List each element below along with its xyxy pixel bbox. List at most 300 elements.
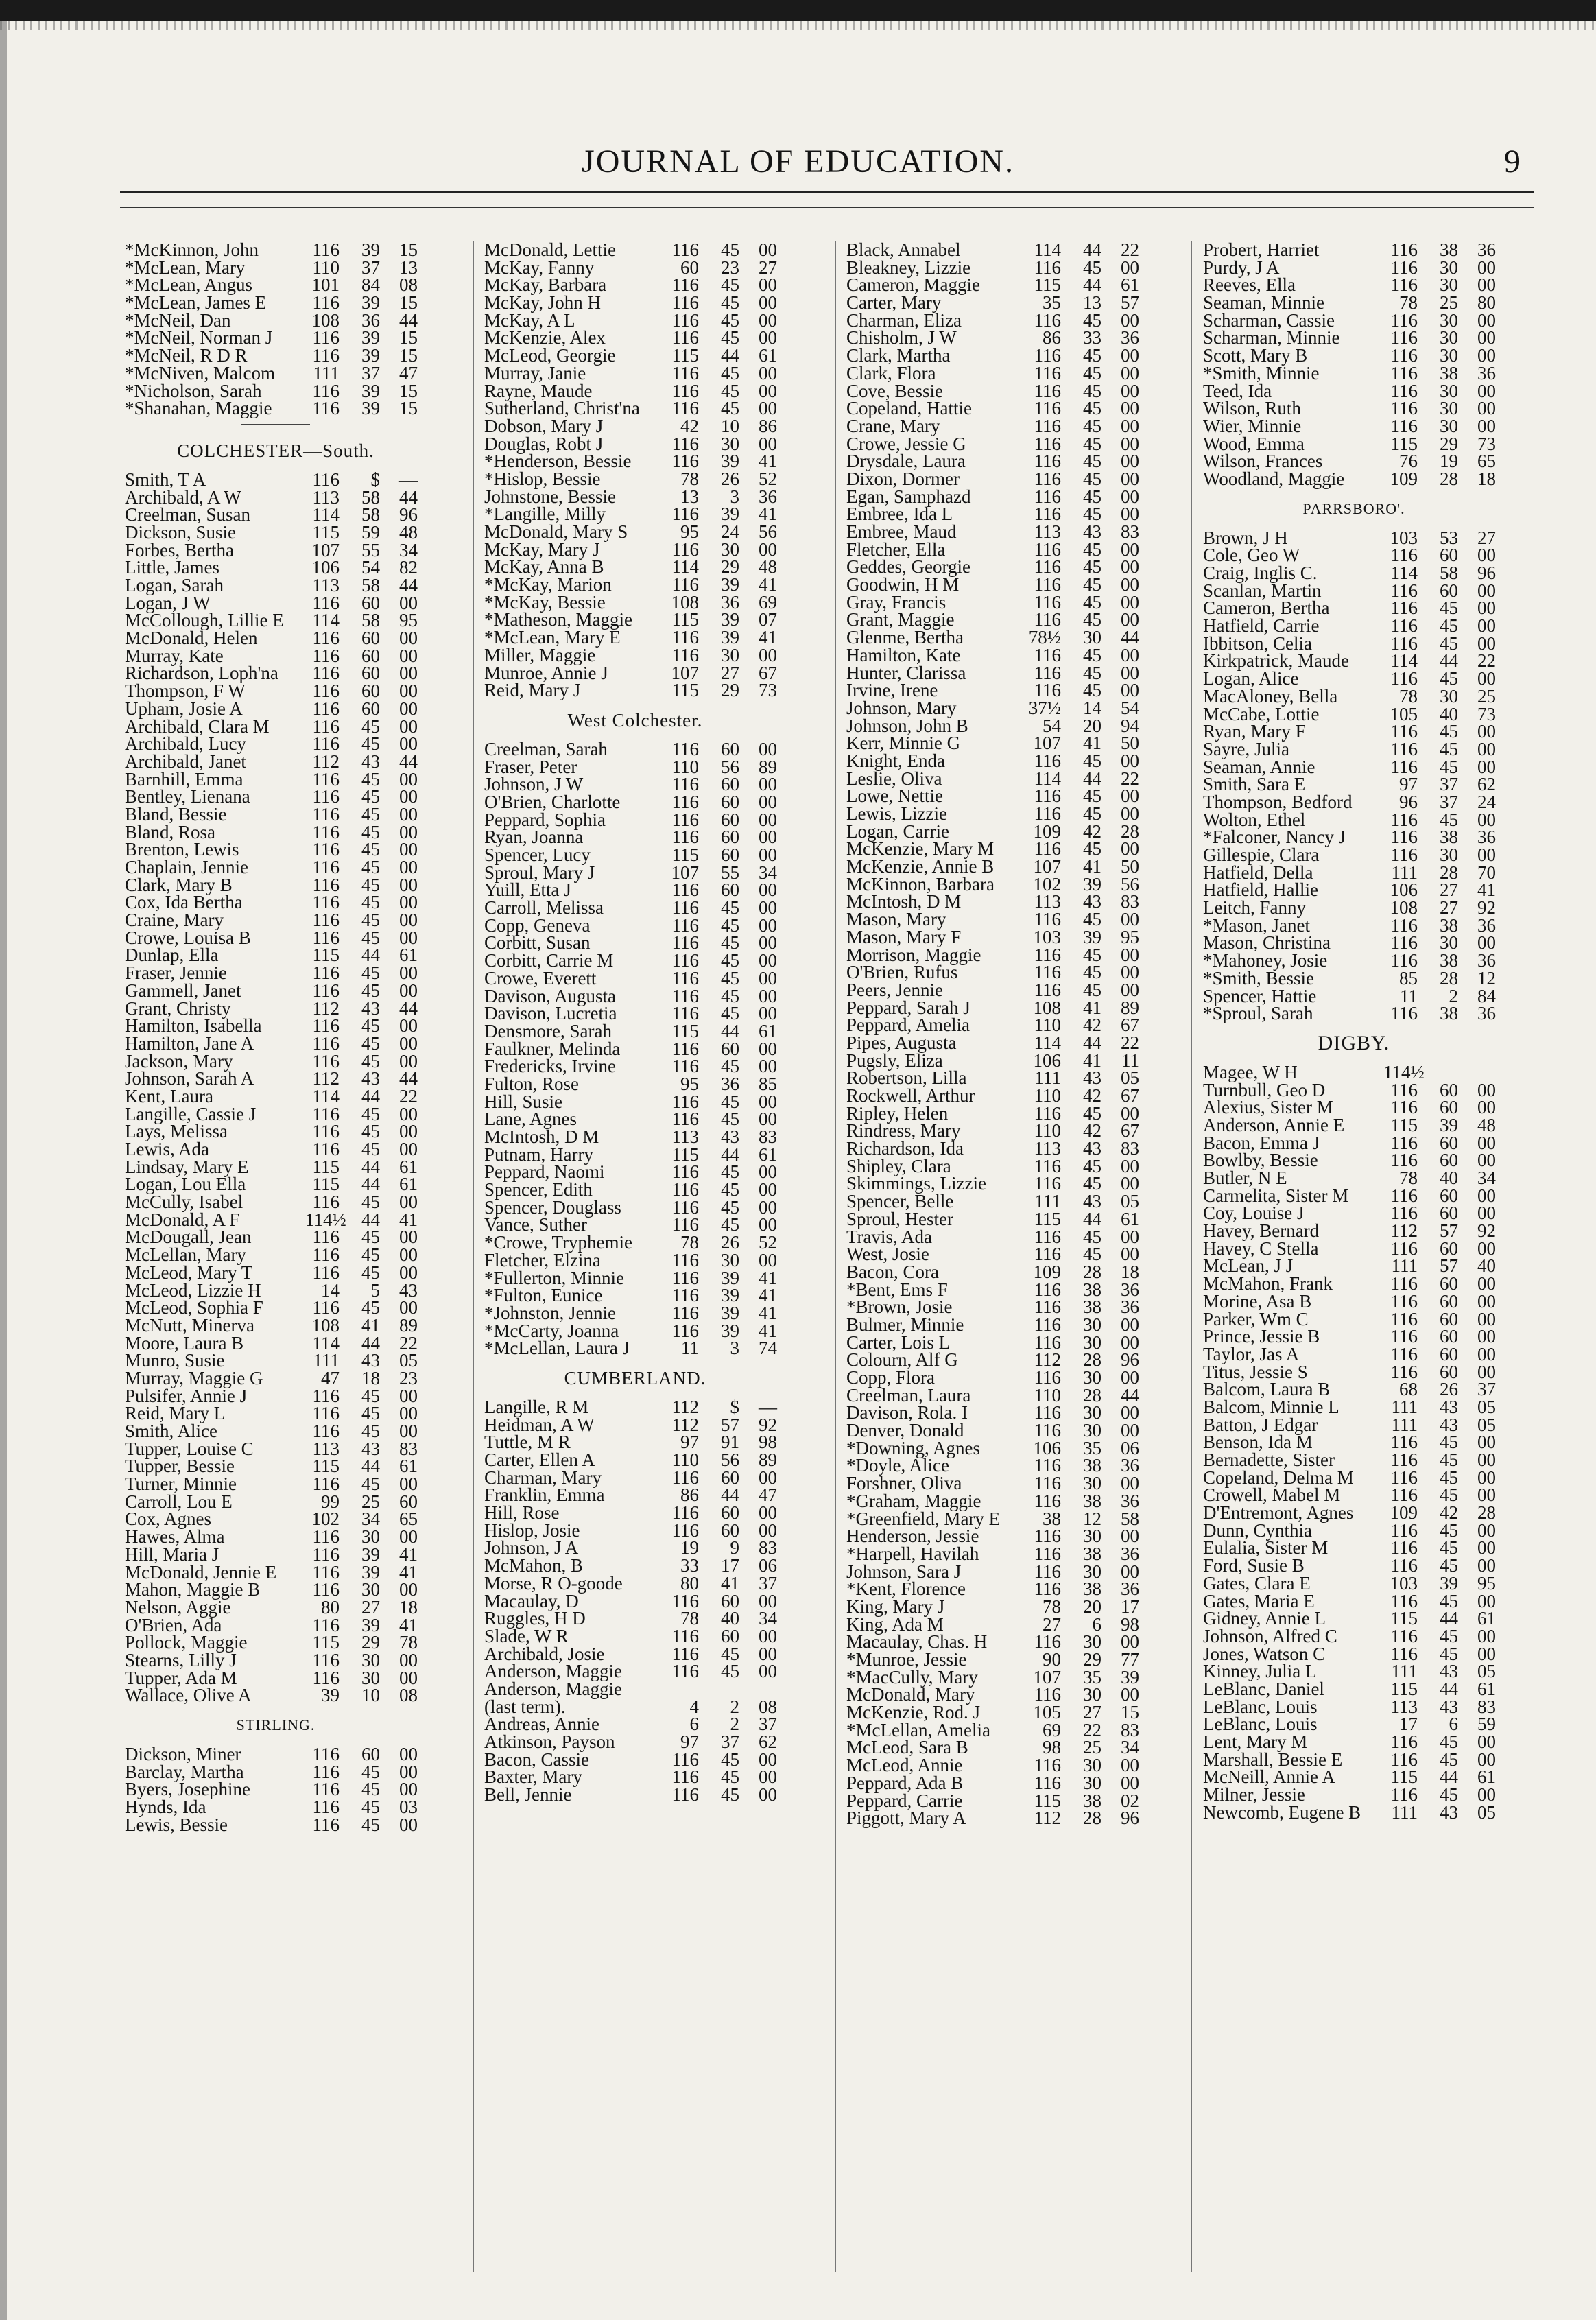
grant-cents: 61 [1477,1608,1496,1629]
days-taught: 116 [1034,451,1061,472]
grant-dollars: 30 [1083,1631,1101,1653]
days-taught: 116 [312,1385,340,1406]
teacher-name: Anderson, Maggie [484,1678,622,1699]
grant-dollars: 43 [361,1068,380,1089]
grant-cents: 00 [1477,415,1496,436]
table-row [1203,1449,1560,1470]
teacher-name: McNeill, Annie A [1203,1766,1335,1788]
days-taught: 111 [1391,862,1418,883]
teacher-name: McKenzie, Annie B [846,856,994,877]
grant-dollars: 45 [721,1161,739,1183]
grant-dollars: 45 [721,1643,739,1664]
grant-dollars: 39 [721,609,739,630]
grant-cents: 00 [1121,591,1139,613]
grant-cents: 00 [759,774,777,795]
days-taught: 116 [1034,309,1061,331]
days-taught: 115 [1034,274,1061,296]
grant-cents: 00 [1477,756,1496,777]
table-row [846,1543,1203,1564]
days-taught: 116 [312,1032,340,1054]
table-row [484,576,841,594]
grant-dollars: 39 [361,239,380,260]
days-taught: 115 [312,1174,340,1195]
table-row [846,805,1203,823]
days-taught: 116 [671,1003,699,1024]
teacher-name: Copeland, Hattie [846,398,972,419]
grant-dollars: 45 [1440,756,1458,777]
grant-dollars: 45 [361,1121,380,1142]
teacher-name: Alexius, Sister M [1203,1097,1333,1118]
grant-cents: 41 [399,1561,418,1583]
grant-dollars: 30 [1083,1473,1101,1494]
days-taught: 105 [1033,1702,1061,1723]
grant-dollars: 6 [1449,1714,1458,1735]
days-taught: 116 [671,809,699,830]
days-taught: 116 [671,574,699,595]
grant-dollars: 60 [1440,1343,1458,1364]
grant-dollars: 45 [1440,597,1458,619]
grant-cents: 00 [759,967,777,989]
days-taught: 116 [671,1196,699,1218]
grant-cents: 22 [399,1332,418,1353]
table-row [484,1128,841,1146]
grant-dollars: 25 [1440,292,1458,313]
grant-cents: 15 [399,398,418,419]
teacher-name: Moore, Laura B [125,1332,244,1353]
days-taught: 116 [1034,574,1061,595]
days-taught: 106 [1033,1050,1061,1071]
table-row [846,523,1203,541]
days-taught: 116 [312,1244,340,1266]
teacher-name: Probert, Harriet [1203,239,1320,260]
grant-dollars: 44 [361,1174,380,1195]
table-row [125,912,481,930]
grant-cents: 00 [1121,574,1139,595]
grant-dollars: 60 [361,698,380,719]
grant-cents: 00 [759,827,777,848]
teacher-name: Ryan, Mary F [1203,721,1306,742]
days-taught: 116 [1390,632,1418,654]
grant-dollars: 2 [1449,985,1458,1006]
grant-cents: 15 [399,292,418,313]
teacher-name: Fredericks, Irvine [484,1056,616,1077]
days-taught: 110 [671,756,699,777]
grant-cents: 00 [1121,1244,1139,1265]
grant-dollars: 28 [1083,1349,1101,1371]
teacher-name: McKay, Fanny [484,257,595,278]
teacher-name: Brown, J H [1203,527,1288,548]
days-taught: 116 [1390,1185,1418,1206]
table-row [125,1367,481,1388]
grant-cents: 41 [399,1614,418,1635]
grant-cents: 27 [759,257,777,278]
days-taught: 78 [680,1608,699,1629]
teacher-name: Drysdale, Laura [846,451,966,472]
grant-cents: 00 [399,1526,418,1548]
teacher-name: McDonald, Lettie [484,239,616,260]
table-row [484,362,841,383]
grant-dollars: 45 [1440,809,1458,830]
grant-dollars: 39 [721,504,739,525]
teacher-name: Yuill, Etta J [484,879,571,901]
teacher-name: Tupper, Ada M [125,1667,237,1688]
teacher-name: Reid, Mary J [484,680,581,701]
days-taught: 116 [1390,415,1418,436]
days-taught: 116 [1034,1578,1061,1600]
days-taught: 116 [671,932,699,954]
table-row [1203,1275,1560,1293]
grant-cents: 00 [1477,345,1496,366]
grant-dollars: 45 [361,1814,380,1835]
grant-cents: 00 [399,1744,418,1764]
teacher-name: *McKay, Marion [484,574,612,595]
teacher-name: Anderson, Maggie [484,1661,622,1682]
grant-dollars: 60 [361,663,380,684]
table-row [125,1314,481,1336]
days-taught: 116 [1034,1490,1061,1511]
grant-cents: 00 [399,1579,418,1600]
days-taught: 78 [1043,1596,1061,1617]
days-taught: 116 [1390,1308,1418,1329]
grant-dollars: 45 [1083,345,1101,366]
days-taught: 116 [671,627,699,648]
teacher-name: *Smith, Minnie [1203,362,1320,383]
grant-cents: 24 [1477,791,1496,812]
teacher-name: Taylor, Jas A [1203,1343,1300,1364]
days-taught: 112 [312,750,340,772]
section-heading: COLCHESTER—South. [177,440,374,461]
grant-cents: 00 [1121,1473,1139,1494]
table-row [1203,1625,1560,1646]
teacher-name: Seaman, Minnie [1203,292,1324,313]
table-row [1203,1222,1560,1240]
grant-dollars: 45 [1083,785,1101,807]
teacher-name: Egan, Samphazd [846,486,971,507]
grant-cents: 00 [1121,433,1139,454]
grant-dollars: 45 [1083,662,1101,683]
grant-cents: 59 [1477,1714,1496,1735]
grant-dollars: 39 [1440,1114,1458,1135]
days-taught: 116 [671,309,699,331]
teacher-name: Scanlan, Martin [1203,580,1322,601]
teacher-name: Logan, Carrie [846,820,949,842]
grant-cents: 36 [1477,914,1496,936]
teacher-name: Johnson, Alfred C [1203,1625,1337,1646]
grant-dollars: 45 [1083,803,1101,824]
grant-cents: 80 [1477,292,1496,313]
teacher-name: *MacCully, Mary [846,1666,978,1688]
days-taught: 114 [671,556,699,578]
table-row [846,697,1203,718]
days-taught: 116 [1034,380,1061,401]
grant-cents: 00 [1121,1684,1139,1705]
grant-dollars: 17 [721,1555,739,1576]
days-taught: 116 [671,1467,699,1488]
grant-dollars: 45 [721,950,739,971]
grant-dollars: 30 [1440,685,1458,707]
teacher-name: *McNeil, Norman J [125,327,273,348]
days-taught: 108 [311,309,340,331]
days-taught: 116 [671,644,699,665]
grant-dollars: 2 [730,1714,739,1735]
teacher-name: *McLean, Angus [125,274,252,296]
table-row [484,241,841,259]
days-taught: 114 [312,1085,340,1106]
grant-dollars: 10 [361,1685,380,1706]
days-taught: 116 [1390,345,1418,366]
grant-cents: 41 [399,1543,418,1565]
teacher-name: *Kent, Florence [846,1578,966,1600]
days-taught: 107 [311,539,340,560]
days-taught: 116 [671,1661,699,1682]
grant-cents: 00 [1121,680,1139,701]
grant-dollars: 38 [1440,1003,1458,1024]
teacher-name: Vance, Suther [484,1214,587,1235]
grant-cents: 00 [1121,380,1139,401]
days-taught: 116 [1034,1226,1061,1247]
grant-dollars: 43 [361,1350,380,1371]
days-taught: 108 [311,1314,340,1336]
teacher-name: Douglas, Robt J [484,433,604,454]
grant-cents: 00 [1121,750,1139,771]
teacher-name: Sayre, Julia [1203,738,1289,759]
grant-dollars: 43 [361,1438,380,1459]
days-taught: 116 [671,1056,699,1077]
days-taught: 113 [671,1126,699,1147]
grant-dollars: 38 [1083,1297,1101,1318]
grant-dollars: 60 [1440,1308,1458,1329]
grant-cents: — [399,469,418,490]
days-taught: 98 [1043,1737,1061,1758]
days-taught: 116 [1034,803,1061,824]
grant-dollars: 41 [1083,856,1101,877]
grant-dollars: 60 [1440,545,1458,566]
column-2 [484,241,841,1804]
teacher-name: McDougall, Jean [125,1227,252,1248]
teacher-name: Crowell, Mabel M [1203,1484,1341,1506]
teacher-name: *Nicholson, Sarah [125,380,262,401]
teacher-name: Davison, Augusta [484,985,616,1006]
table-row [1203,1557,1560,1575]
teacher-name: Henderson, Jessie [846,1526,979,1547]
teacher-name: Cameron, Maggie [846,274,980,296]
teacher-name: *Falconer, Nancy J [1203,827,1346,848]
days-taught: 116 [1034,680,1061,701]
grant-dollars: 42 [1083,820,1101,842]
grant-cents: 36 [1477,950,1496,971]
table-row [125,241,481,259]
days-taught: 116 [312,715,340,737]
teacher-name: Kirkpatrick, Maude [1203,650,1349,672]
table-row [846,576,1203,594]
days-taught: 108 [671,591,699,613]
grant-dollars: 45 [721,914,739,936]
teacher-name: Stearns, Lilly J [125,1649,237,1670]
teacher-name: Peppard, Sophia [484,809,606,830]
teacher-name: Travis, Ada [846,1226,933,1247]
teacher-name: Lewis, Lizzie [846,803,947,824]
grant-cents: 00 [1477,1150,1496,1171]
days-taught: 116 [312,1614,340,1635]
days-taught: 54 [1043,715,1061,736]
table-row [846,1140,1203,1158]
teacher-name: Bland, Rosa [125,821,215,842]
grant-cents: 25 [1477,685,1496,707]
grant-dollars: 19 [1440,451,1458,472]
days-taught: 116 [1034,1526,1061,1547]
grant-cents: 00 [399,821,418,842]
grant-cents: 44 [399,486,418,508]
grant-dollars: 45 [361,803,380,825]
teacher-name: Richardson, Loph'na [125,663,278,684]
teacher-name: Colourn, Alf G [846,1349,958,1371]
days-taught: 113 [1034,1138,1061,1159]
grant-dollars: 84 [361,274,380,296]
grant-dollars: 37 [361,362,380,383]
grant-cents: 00 [399,1814,418,1835]
grant-dollars: 45 [1083,504,1101,525]
days-taught: 95 [680,1073,699,1094]
days-taught: 109 [1390,1502,1418,1524]
table-row [1203,468,1560,489]
grant-dollars: 29 [361,1632,380,1653]
table-row [1203,844,1560,865]
grant-cents: 00 [399,715,418,737]
grant-cents: 00 [759,1056,777,1077]
teacher-name: McMahon, Frank [1203,1273,1333,1294]
days-taught: 116 [1034,415,1061,436]
table-row [125,1687,481,1705]
days-taught: 116 [312,1744,340,1764]
grant-dollars: 45 [721,380,739,401]
grant-dollars: 45 [1083,451,1101,472]
grant-cents: 89 [399,1314,418,1336]
teacher-name: *McLean, Mary [125,257,246,278]
table-row [484,1733,841,1751]
teacher-name: Densmore, Sarah [484,1020,612,1041]
teacher-name: Seaman, Annie [1203,756,1315,777]
grant-cents: 00 [399,1244,418,1266]
grant-dollars: 45 [721,1196,739,1218]
grant-cents: 22 [1121,239,1139,260]
grant-dollars: 45 [1440,668,1458,689]
grant-dollars: 38 [1440,362,1458,383]
grant-dollars: 10 [721,415,739,436]
grant-cents: 05 [1477,1801,1496,1823]
grant-dollars: 58 [1440,563,1458,583]
grant-dollars: 28 [1440,967,1458,989]
table-row [846,1651,1203,1669]
teacher-name: Chisholm, J W [846,327,957,348]
grant-cents: 22 [1121,1032,1139,1053]
teacher-name: *Mahoney, Josie [1203,950,1328,971]
teacher-name: Mahon, Maggie B [125,1579,261,1600]
days-taught: 116 [1034,556,1061,578]
table-row [484,629,841,647]
days-taught: 116 [1390,1432,1418,1453]
grant-cents: 00 [759,538,777,560]
grant-dollars: 45 [1083,1155,1101,1176]
teacher-name: Lane, Agnes [484,1109,577,1130]
grant-cents: 44 [1121,1384,1139,1406]
grant-dollars: 30 [1440,345,1458,366]
grant-dollars: 57 [721,1414,739,1435]
table-row [484,1234,841,1252]
days-taught: 17 [1399,1714,1418,1735]
grant-cents: 41 [759,574,777,595]
days-taught: 39 [321,1685,340,1706]
grant-cents: 00 [399,1297,418,1318]
grant-dollars: 43 [1083,1191,1101,1212]
grant-cents: 41 [759,451,777,472]
teacher-name: Logan, Alice [1203,668,1299,689]
days-taught: 111 [313,362,340,383]
grant-dollars: 30 [1440,415,1458,436]
grant-cents: 05 [1121,1067,1139,1089]
days-taught: 116 [312,1015,340,1037]
teacher-name: Faulkner, Melinda [484,1038,621,1059]
grant-cents: 41 [759,1285,777,1306]
grant-dollars: 39 [361,398,380,419]
grant-dollars: 28 [1083,1384,1101,1406]
days-taught: 116 [671,1038,699,1059]
grant-cents: 00 [399,1139,418,1159]
table-row [846,1704,1203,1722]
teacher-name: LeBlanc, Daniel [1203,1678,1324,1699]
grant-dollars: 30 [1440,380,1458,401]
grant-cents: 00 [399,698,418,719]
grant-cents: 96 [1121,1349,1139,1371]
table-row [484,952,841,970]
days-taught: 116 [1034,468,1061,489]
grant-dollars: 44 [361,945,380,966]
grant-cents: 44 [399,750,418,772]
teacher-name: McLellan, Mary [125,1244,246,1266]
days-taught: 116 [1390,1361,1418,1382]
grant-dollars: 39 [721,574,739,595]
teacher-name: Creelman, Laura [846,1384,971,1406]
table-row [484,1020,841,1041]
grant-dollars: 60 [1440,1203,1458,1224]
teacher-name: Mason, Mary [846,909,946,930]
grant-cents: 00 [1121,1367,1139,1388]
grant-dollars: 30 [721,538,739,560]
grant-dollars: 45 [1440,1432,1458,1453]
grant-cents: 58 [1121,1508,1139,1529]
grant-dollars: 45 [1440,1484,1458,1506]
grant-dollars: 39 [361,345,380,366]
grant-dollars: 25 [1083,1737,1101,1758]
table-row [1203,967,1560,989]
grant-dollars: 30 [1440,844,1458,865]
days-taught: 116 [671,967,699,989]
grant-dollars: 45 [361,927,380,948]
days-taught: 116 [1390,309,1418,331]
teacher-name: Wallace, Olive A [125,1685,252,1706]
days-taught: 116 [312,469,340,490]
table-row [1203,347,1560,365]
grant-dollars: 41 [1083,997,1101,1018]
grant-dollars: 39 [721,1267,739,1288]
grant-cents: 00 [759,309,777,331]
table-row [484,682,841,700]
grant-dollars: 36 [721,591,739,613]
grant-dollars: 30 [1083,1367,1101,1388]
table-row [484,1504,841,1522]
days-taught: 116 [1390,615,1418,637]
days-taught: 116 [671,538,699,560]
days-taught: 114 [1034,1032,1061,1053]
